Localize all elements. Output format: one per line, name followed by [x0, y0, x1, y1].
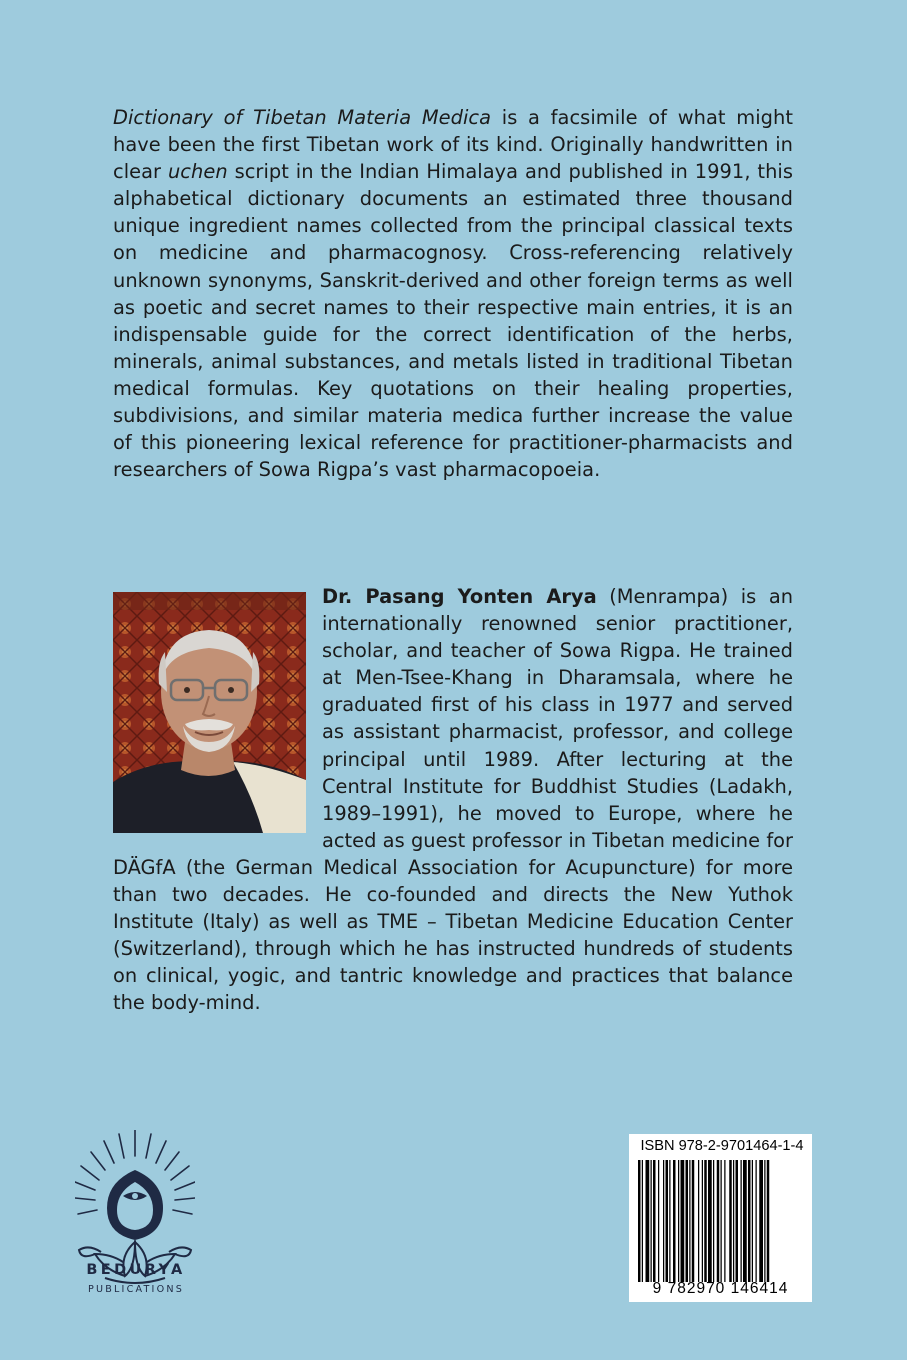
script-name: uchen: [167, 160, 228, 184]
publisher-name: BEDURYA: [86, 1262, 186, 1278]
author-bio-text: (Menrampa) is an internationally renowned senior practitioner, scholar, and teacher of Sowa Rigpa. He trained at Men-Tsee-Khang in Dharamsala, where he graduated first of his class in 1977 and served as assistant pharmacist, professor, and college principal until 1989. After lecturing at the Central Institute for Buddhist Studies (Ladakh, 1989–1991), he moved to Europe, where he acted as guest professor in Tibetan medicine for DÄGfA (the German Medical Association for Acupuncture) for more than two decades. He co-founded and directs the New Yuthok Institute (Italy) as well as TME – Tibetan Medicine Education Center (Switzerland), through which he has instructed hundreds of students on clinical, yogic, and tantric knowledge and practices that balance the body-mind.: [113, 585, 793, 1015]
description-text-2: script in the Indian Himalaya and published in 1991, this alphabetical dictionary documents an estimated three thousand unique ingredient names collected from the principal classical texts on medicine and pharmacognosy. Cross-referencing relatively unknown synonyms, Sanskrit-derived and other foreign terms as well as poetic and secret names to their respective main entries, it is an indispensable guide for the correct identification of the herbs, minerals, animal substances, and metals listed in traditional Tibetan medical formulas. Key quotations on their healing properties, subdivisions, and similar materia medica further increase the value of this pioneering lexical reference for practitioner-pharmacists and researchers of Sowa Rigpa’s vast pharmacopoeia.: [113, 160, 793, 482]
author-bio: [113, 583, 793, 1017]
description-text-1: is a facsimile of what might have been the first Tibetan work of its kind. Originally handwritten in clear: [113, 106, 793, 184]
author-name: Dr. Pasang Yonten Arya: [322, 585, 597, 608]
barcode-icon: [634, 1160, 808, 1282]
isbn-label: ISBN 978-2-9701464-1-4: [640, 1138, 804, 1154]
ean-number: 9 782970 146414: [652, 1280, 789, 1297]
publisher-subtitle: PUBLICATIONS: [88, 1284, 184, 1295]
book-description: [113, 104, 793, 483]
photo-spacer: [113, 583, 306, 835]
bedurya-logo-icon: [75, 1130, 195, 1310]
book-title: Dictionary of Tibetan Materia Medica: [113, 106, 492, 129]
